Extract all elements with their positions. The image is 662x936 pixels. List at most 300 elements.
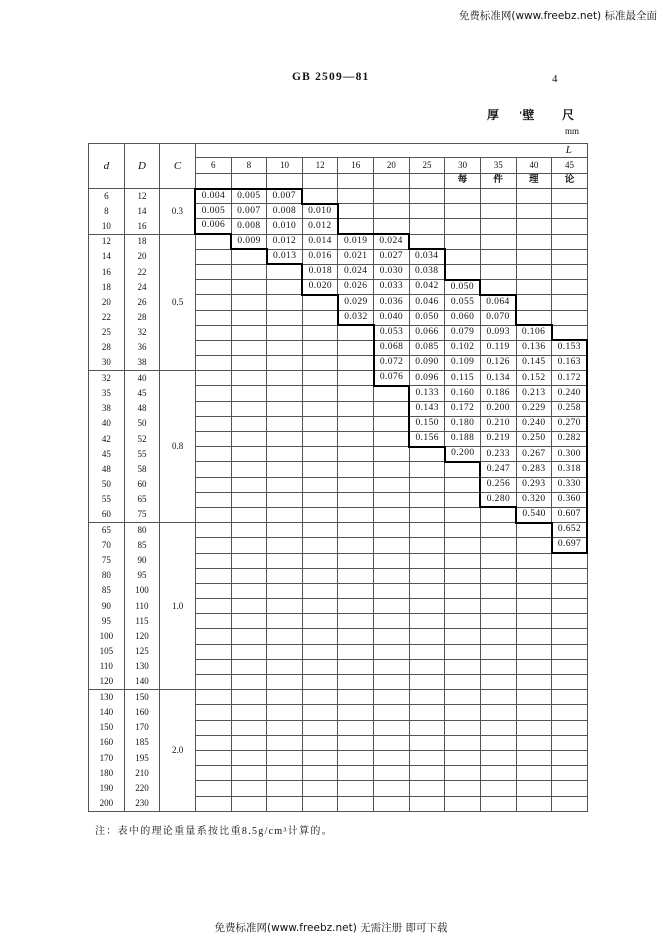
weight-cell xyxy=(374,447,410,462)
big-d-cell: 28 xyxy=(124,310,160,325)
weight-cell xyxy=(480,720,516,735)
weight-cell xyxy=(516,659,552,674)
big-d-cell: 160 xyxy=(124,705,160,720)
weight-cell xyxy=(445,766,481,781)
weight-label-char xyxy=(231,174,267,189)
weight-cell xyxy=(552,310,588,325)
weight-cell xyxy=(267,659,303,674)
weight-cell xyxy=(195,462,231,477)
weight-cell: 0.024 xyxy=(338,264,374,279)
weight-cell xyxy=(552,705,588,720)
weight-cell xyxy=(338,204,374,219)
weight-label-char xyxy=(302,174,338,189)
weight-cell xyxy=(338,735,374,750)
small-d-cell: 120 xyxy=(89,675,125,690)
weight-cell xyxy=(302,568,338,583)
weight-cell xyxy=(302,690,338,705)
weight-cell xyxy=(374,614,410,629)
weight-cell xyxy=(409,492,445,507)
small-d-cell: 95 xyxy=(89,614,125,629)
weight-cell xyxy=(267,492,303,507)
weight-cell xyxy=(302,356,338,371)
weight-cell xyxy=(445,507,481,522)
weight-cell xyxy=(445,735,481,750)
big-d-cell: 100 xyxy=(124,583,160,598)
big-d-cell: 24 xyxy=(124,280,160,295)
weight-cell xyxy=(267,781,303,796)
weight-cell xyxy=(302,538,338,553)
weight-cell: 0.060 xyxy=(445,310,481,325)
weight-cell xyxy=(445,720,481,735)
weight-cell xyxy=(338,416,374,431)
weight-cell xyxy=(552,553,588,568)
weight-cell: 0.005 xyxy=(195,204,231,219)
weight-cell xyxy=(195,599,231,614)
c-cell: 0.5 xyxy=(160,234,196,371)
weight-cell xyxy=(552,796,588,811)
header-row xyxy=(89,144,588,158)
small-d-cell: 90 xyxy=(89,599,125,614)
weight-cell xyxy=(231,340,267,355)
weight-cell: 0.032 xyxy=(338,310,374,325)
weight-cell xyxy=(267,675,303,690)
weight-cell xyxy=(374,401,410,416)
weight-cell xyxy=(374,507,410,522)
weight-cell xyxy=(338,796,374,811)
weight-cell xyxy=(374,720,410,735)
big-d-cell: 50 xyxy=(124,416,160,431)
weight-cell xyxy=(302,189,338,204)
weight-cell: 0.102 xyxy=(445,340,481,355)
weight-cell xyxy=(302,416,338,431)
weight-cell xyxy=(409,204,445,219)
weight-cell xyxy=(231,386,267,401)
weight-cell xyxy=(231,675,267,690)
weight-cell: 0.016 xyxy=(302,249,338,264)
weight-cell xyxy=(267,735,303,750)
weight-cell xyxy=(338,644,374,659)
weight-cell xyxy=(374,644,410,659)
weight-cell xyxy=(409,583,445,598)
weight-cell: 0.119 xyxy=(480,340,516,355)
weight-cell xyxy=(195,523,231,538)
weight-cell xyxy=(516,189,552,204)
l-value-header: 40 xyxy=(516,158,552,174)
weight-cell xyxy=(195,644,231,659)
big-d-cell: 14 xyxy=(124,204,160,219)
weight-cell xyxy=(516,204,552,219)
weight-cell xyxy=(267,325,303,340)
l-value-header: 20 xyxy=(374,158,410,174)
table-container xyxy=(88,143,587,837)
weight-cell: 0.053 xyxy=(374,325,410,340)
l-value-header: 30 xyxy=(445,158,481,174)
weight-cell xyxy=(267,386,303,401)
small-d-cell: 150 xyxy=(89,720,125,735)
weight-cell xyxy=(231,720,267,735)
weight-cell xyxy=(480,750,516,765)
weight-cell xyxy=(516,766,552,781)
weight-cell xyxy=(445,189,481,204)
small-d-cell: 22 xyxy=(89,310,125,325)
small-d-cell: 28 xyxy=(89,340,125,355)
weight-cell xyxy=(480,553,516,568)
weight-cell: 0.013 xyxy=(267,249,303,264)
weight-cell xyxy=(409,507,445,522)
big-d-cell: 150 xyxy=(124,690,160,705)
small-d-cell: 75 xyxy=(89,553,125,568)
weight-cell xyxy=(267,447,303,462)
watermark-top: 免费标准网(www.freebz.net) 标准最全面 xyxy=(458,10,657,22)
weight-cell xyxy=(338,432,374,447)
weight-cell xyxy=(267,462,303,477)
weight-cell xyxy=(195,371,231,386)
weight-cell xyxy=(338,447,374,462)
weight-cell xyxy=(445,462,481,477)
weight-label-char xyxy=(267,174,303,189)
big-d-cell: 115 xyxy=(124,614,160,629)
weight-cell xyxy=(267,720,303,735)
small-d-cell: 35 xyxy=(89,386,125,401)
weight-cell xyxy=(231,462,267,477)
weight-cell xyxy=(552,781,588,796)
weight-cell xyxy=(445,492,481,507)
big-d-cell: 195 xyxy=(124,750,160,765)
weight-cell: 0.046 xyxy=(409,295,445,310)
weight-cell xyxy=(445,644,481,659)
table-body xyxy=(89,189,588,812)
big-d-cell: 95 xyxy=(124,568,160,583)
weight-cell: 0.008 xyxy=(231,219,267,234)
table-row xyxy=(89,523,588,538)
weight-cell xyxy=(552,325,588,340)
weight-cell xyxy=(267,416,303,431)
weight-cell xyxy=(409,720,445,735)
weight-cell xyxy=(231,583,267,598)
weight-cell xyxy=(302,781,338,796)
weight-cell xyxy=(302,720,338,735)
small-d-cell: 48 xyxy=(89,462,125,477)
big-d-cell: 120 xyxy=(124,629,160,644)
weight-cell xyxy=(195,629,231,644)
weight-cell xyxy=(231,432,267,447)
weight-cell: 0.007 xyxy=(231,204,267,219)
weight-cell: 0.172 xyxy=(445,401,481,416)
weight-cell xyxy=(231,523,267,538)
weight-cell xyxy=(338,659,374,674)
weight-cell xyxy=(552,644,588,659)
weight-cell: 0.126 xyxy=(480,356,516,371)
weight-cell xyxy=(409,629,445,644)
weight-cell xyxy=(195,507,231,522)
small-d-cell: 10 xyxy=(89,219,125,234)
weight-cell: 0.300 xyxy=(552,447,588,462)
big-d-cell: 36 xyxy=(124,340,160,355)
weight-cell xyxy=(267,340,303,355)
big-d-cell: 75 xyxy=(124,507,160,522)
weight-cell: 0.652 xyxy=(552,523,588,538)
weight-cell xyxy=(552,280,588,295)
weight-cell: 0.247 xyxy=(480,462,516,477)
table-row xyxy=(89,690,588,705)
weight-cell xyxy=(267,599,303,614)
weight-cell xyxy=(445,750,481,765)
weight-cell xyxy=(338,766,374,781)
weight-cell xyxy=(302,614,338,629)
weight-cell xyxy=(480,568,516,583)
weight-cell xyxy=(231,401,267,416)
small-d-cell: 105 xyxy=(89,644,125,659)
weight-cell xyxy=(516,781,552,796)
big-d-cell: 230 xyxy=(124,796,160,811)
weight-cell xyxy=(338,568,374,583)
table-row xyxy=(89,234,588,249)
weight-cell: 0.293 xyxy=(516,477,552,492)
weight-cell xyxy=(409,659,445,674)
c-cell: 0.8 xyxy=(160,371,196,523)
small-d-cell: 190 xyxy=(89,781,125,796)
weight-cell xyxy=(267,690,303,705)
weight-cell xyxy=(374,492,410,507)
weight-cell xyxy=(195,750,231,765)
big-d-cell: 125 xyxy=(124,644,160,659)
weight-cell xyxy=(195,583,231,598)
weight-cell xyxy=(374,675,410,690)
weight-cell xyxy=(302,796,338,811)
weight-cell xyxy=(552,204,588,219)
weight-cell xyxy=(480,219,516,234)
weight-cell: 0.240 xyxy=(516,416,552,431)
weight-cell xyxy=(409,553,445,568)
weight-cell xyxy=(374,705,410,720)
weight-cell xyxy=(267,568,303,583)
weight-cell xyxy=(267,310,303,325)
weight-cell xyxy=(516,568,552,583)
weight-cell xyxy=(338,629,374,644)
weight-cell xyxy=(516,629,552,644)
weight-cell xyxy=(552,264,588,279)
weight-cell: 0.697 xyxy=(552,538,588,553)
weight-cell: 0.050 xyxy=(409,310,445,325)
weight-cell xyxy=(374,416,410,431)
weight-cell xyxy=(195,386,231,401)
weight-cell xyxy=(480,523,516,538)
weight-cell xyxy=(302,386,338,401)
weight-cell xyxy=(445,249,481,264)
weight-cell: 0.070 xyxy=(480,310,516,325)
weight-cell xyxy=(267,538,303,553)
weight-cell xyxy=(516,690,552,705)
big-d-cell: 48 xyxy=(124,401,160,416)
weight-cell: 0.050 xyxy=(445,280,481,295)
weight-cell: 0.029 xyxy=(338,295,374,310)
weight-cell xyxy=(338,189,374,204)
weight-cell xyxy=(374,462,410,477)
weight-cell: 0.186 xyxy=(480,386,516,401)
big-d-cell: 140 xyxy=(124,675,160,690)
weight-cell xyxy=(409,599,445,614)
weight-cell xyxy=(302,295,338,310)
weight-cell xyxy=(231,371,267,386)
weight-cell xyxy=(338,720,374,735)
weight-cell xyxy=(552,675,588,690)
small-d-cell: 50 xyxy=(89,477,125,492)
l-value-header: 45 xyxy=(552,158,588,174)
weight-cell: 0.188 xyxy=(445,432,481,447)
big-d-cell: 32 xyxy=(124,325,160,340)
small-d-cell: 65 xyxy=(89,523,125,538)
weight-cell xyxy=(516,264,552,279)
weight-cell xyxy=(480,599,516,614)
weight-cell xyxy=(267,553,303,568)
big-d-cell: 65 xyxy=(124,492,160,507)
weight-cell: 0.038 xyxy=(409,264,445,279)
weight-cell: 0.027 xyxy=(374,249,410,264)
l-value-header: 6 xyxy=(195,158,231,174)
weight-cell xyxy=(552,629,588,644)
weight-cell xyxy=(409,735,445,750)
l-value-header: 10 xyxy=(267,158,303,174)
small-d-cell: 14 xyxy=(89,249,125,264)
weight-cell: 0.115 xyxy=(445,371,481,386)
weight-cell xyxy=(338,371,374,386)
weight-cell xyxy=(231,280,267,295)
weight-cell: 0.042 xyxy=(409,280,445,295)
weight-cell xyxy=(552,219,588,234)
weight-cell xyxy=(302,629,338,644)
weight-cell xyxy=(338,325,374,340)
weight-cell xyxy=(516,295,552,310)
weight-cell xyxy=(302,340,338,355)
weight-cell xyxy=(480,249,516,264)
weight-cell xyxy=(374,477,410,492)
weight-cell xyxy=(231,766,267,781)
small-d-cell: 100 xyxy=(89,629,125,644)
weight-cell xyxy=(374,690,410,705)
weight-cell xyxy=(516,280,552,295)
big-d-cell: 220 xyxy=(124,781,160,796)
weight-cell: 0.010 xyxy=(267,219,303,234)
weight-cell xyxy=(480,781,516,796)
weight-cell xyxy=(338,538,374,553)
weight-cell xyxy=(409,705,445,720)
small-d-cell: 180 xyxy=(89,766,125,781)
big-d-cell: 90 xyxy=(124,553,160,568)
weight-cell xyxy=(231,264,267,279)
weight-cell xyxy=(195,659,231,674)
l-value-header: 12 xyxy=(302,158,338,174)
weight-cell xyxy=(552,614,588,629)
small-d-cell: 45 xyxy=(89,447,125,462)
weight-cell: 0.320 xyxy=(516,492,552,507)
small-d-cell: 20 xyxy=(89,295,125,310)
weight-cell: 0.093 xyxy=(480,325,516,340)
weight-cell xyxy=(231,705,267,720)
small-d-cell: 70 xyxy=(89,538,125,553)
weight-cell xyxy=(338,690,374,705)
weight-cell xyxy=(195,356,231,371)
weight-cell xyxy=(445,675,481,690)
weight-cell xyxy=(445,796,481,811)
header-small-d: d xyxy=(89,144,125,189)
weight-cell xyxy=(231,310,267,325)
weight-cell xyxy=(302,477,338,492)
weight-cell xyxy=(516,538,552,553)
weight-cell xyxy=(302,750,338,765)
small-d-cell: 80 xyxy=(89,568,125,583)
weight-cell: 0.270 xyxy=(552,416,588,431)
weight-cell: 0.004 xyxy=(195,189,231,204)
weight-cell xyxy=(516,796,552,811)
weight-cell xyxy=(195,249,231,264)
weight-cell xyxy=(338,462,374,477)
weight-cell: 0.072 xyxy=(374,356,410,371)
weight-cell xyxy=(409,781,445,796)
weight-cell: 0.021 xyxy=(338,249,374,264)
weight-label-char xyxy=(338,174,374,189)
weight-cell xyxy=(480,189,516,204)
weight-cell xyxy=(195,325,231,340)
weight-cell xyxy=(374,583,410,598)
big-d-cell: 210 xyxy=(124,766,160,781)
weight-cell xyxy=(338,340,374,355)
weight-cell xyxy=(409,690,445,705)
weight-cell xyxy=(195,264,231,279)
big-d-cell: 185 xyxy=(124,735,160,750)
weight-cell xyxy=(445,583,481,598)
weight-cell xyxy=(445,538,481,553)
header-c: C xyxy=(160,144,196,189)
weight-cell xyxy=(231,796,267,811)
weight-cell xyxy=(302,583,338,598)
weight-cell xyxy=(409,796,445,811)
small-d-cell: 200 xyxy=(89,796,125,811)
big-d-cell: 26 xyxy=(124,295,160,310)
weight-cell xyxy=(302,735,338,750)
weight-cell xyxy=(445,234,481,249)
big-d-cell: 110 xyxy=(124,599,160,614)
weight-cell: 0.282 xyxy=(552,432,588,447)
weight-cell xyxy=(409,447,445,462)
weight-cell xyxy=(338,477,374,492)
table-row xyxy=(89,189,588,204)
weight-cell xyxy=(338,219,374,234)
small-d-cell: 18 xyxy=(89,280,125,295)
weight-cell xyxy=(409,614,445,629)
weight-cell xyxy=(338,675,374,690)
weight-cell xyxy=(552,249,588,264)
weight-cell xyxy=(480,675,516,690)
weight-cell: 0.012 xyxy=(302,219,338,234)
small-d-cell: 32 xyxy=(89,371,125,386)
weight-cell xyxy=(231,659,267,674)
weight-cell xyxy=(267,583,303,598)
weight-cell xyxy=(267,705,303,720)
l-value-header: 25 xyxy=(409,158,445,174)
weight-cell xyxy=(195,766,231,781)
weight-cell xyxy=(267,766,303,781)
weight-cell xyxy=(480,796,516,811)
big-d-cell: 85 xyxy=(124,538,160,553)
weight-cell: 0.055 xyxy=(445,295,481,310)
section-title-char: 尺 xyxy=(562,108,575,122)
weight-cell: 0.258 xyxy=(552,401,588,416)
weight-cell: 0.200 xyxy=(445,447,481,462)
weight-cell: 0.156 xyxy=(409,432,445,447)
weight-cell xyxy=(445,690,481,705)
weight-cell xyxy=(480,705,516,720)
weight-cell xyxy=(267,432,303,447)
